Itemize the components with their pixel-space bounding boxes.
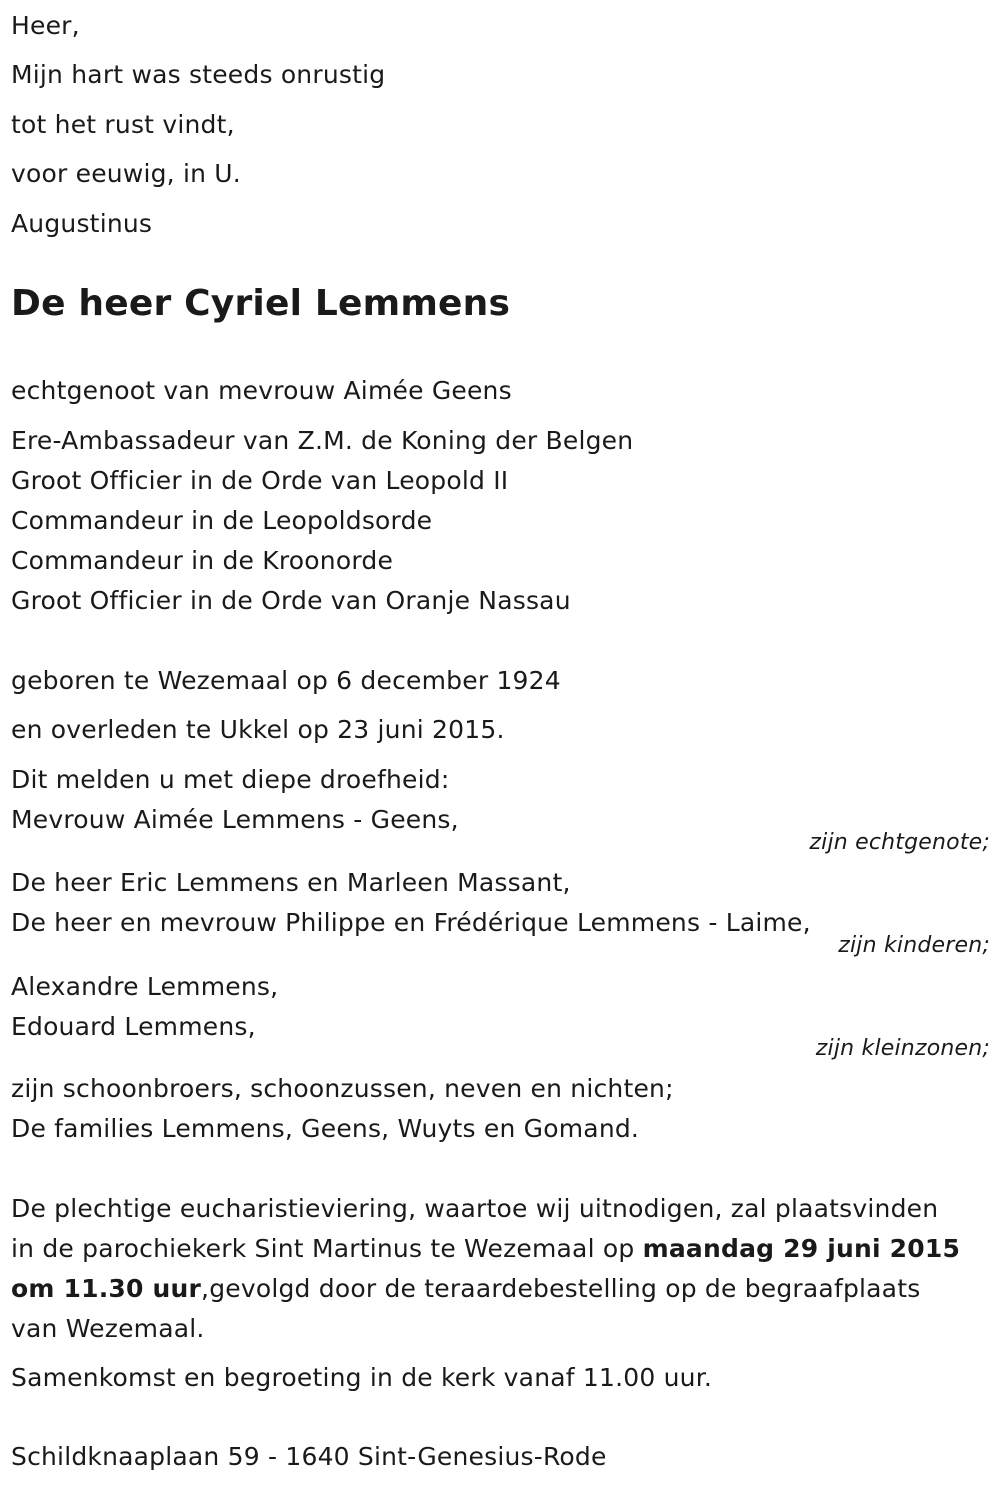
ceremony-line-2 xyxy=(11,1236,960,1261)
children-role: zijn kinderen; xyxy=(838,933,990,958)
quote-line-4: voor eeuwig, in U. xyxy=(11,159,241,188)
title-1: Ere-Ambassadeur van Z.M. de Koning der Belgen xyxy=(11,426,634,455)
others-1: zijn schoonbroers, schoonzussen, neven en nichten; xyxy=(11,1074,674,1103)
died-line: en overleden te Ukkel op 23 juni 2015. xyxy=(11,715,505,744)
title-3: Commandeur in de Leopoldsorde xyxy=(11,506,433,535)
quote-line-2: Mijn hart was steeds onrustig xyxy=(11,60,386,89)
quote-line-3: tot het rust vindt, xyxy=(11,110,235,139)
address-line: Schildknaaplaan 59 - 1640 Sint-Genesius-Rode xyxy=(11,1442,607,1471)
title-4: Commandeur in de Kroonorde xyxy=(11,546,394,575)
others-2: De families Lemmens, Geens, Wuyts en Gomand. xyxy=(11,1114,640,1143)
grandson-1: Alexandre Lemmens, xyxy=(11,972,279,1001)
ceremony-date: maandag 29 juni 2015 xyxy=(642,1234,961,1263)
gathering-line: Samenkomst en begroeting in de kerk vanaf 11.00 uur. xyxy=(11,1363,713,1392)
ceremony-line-2-text: in de parochiekerk Sint Martinus te Wezemaal op xyxy=(11,1234,643,1263)
born-line: geboren te Wezemaal op 6 december 1924 xyxy=(11,666,561,695)
quote-line-1: Heer, xyxy=(11,11,80,40)
title-5: Groot Officier in de Orde van Oranje Nassau xyxy=(11,586,571,615)
child-1: De heer Eric Lemmens en Marleen Massant, xyxy=(11,868,571,897)
quote-author: Augustinus xyxy=(11,209,153,238)
deceased-name: De heer Cyriel Lemmens xyxy=(11,283,511,324)
spouse-line: echtgenoot van mevrouw Aimée Geens xyxy=(11,376,512,405)
child-2: De heer en mevrouw Philippe en Frédérique Lemmens - Laime, xyxy=(11,908,811,937)
grandsons-role: zijn kleinzonen; xyxy=(815,1036,990,1061)
spouse-role: zijn echtgenote; xyxy=(809,830,990,855)
ceremony-time: om 11.30 uur xyxy=(11,1274,202,1303)
title-2: Groot Officier in de Orde van Leopold II xyxy=(11,466,509,495)
ceremony-line-4: van Wezemaal. xyxy=(11,1314,205,1343)
ceremony-line-3-text: ,gevolgd door de teraardebestelling op de begraafplaats xyxy=(201,1274,921,1303)
announcement: Dit melden u met diepe droefheid: xyxy=(11,765,450,794)
spouse-name: Mevrouw Aimée Lemmens - Geens, xyxy=(11,805,459,834)
grandson-2: Edouard Lemmens, xyxy=(11,1012,256,1041)
ceremony-line-1: De plechtige eucharistieviering, waartoe wij uitnodigen, zal plaatsvinden xyxy=(11,1194,939,1223)
ceremony-line-3 xyxy=(11,1276,920,1301)
